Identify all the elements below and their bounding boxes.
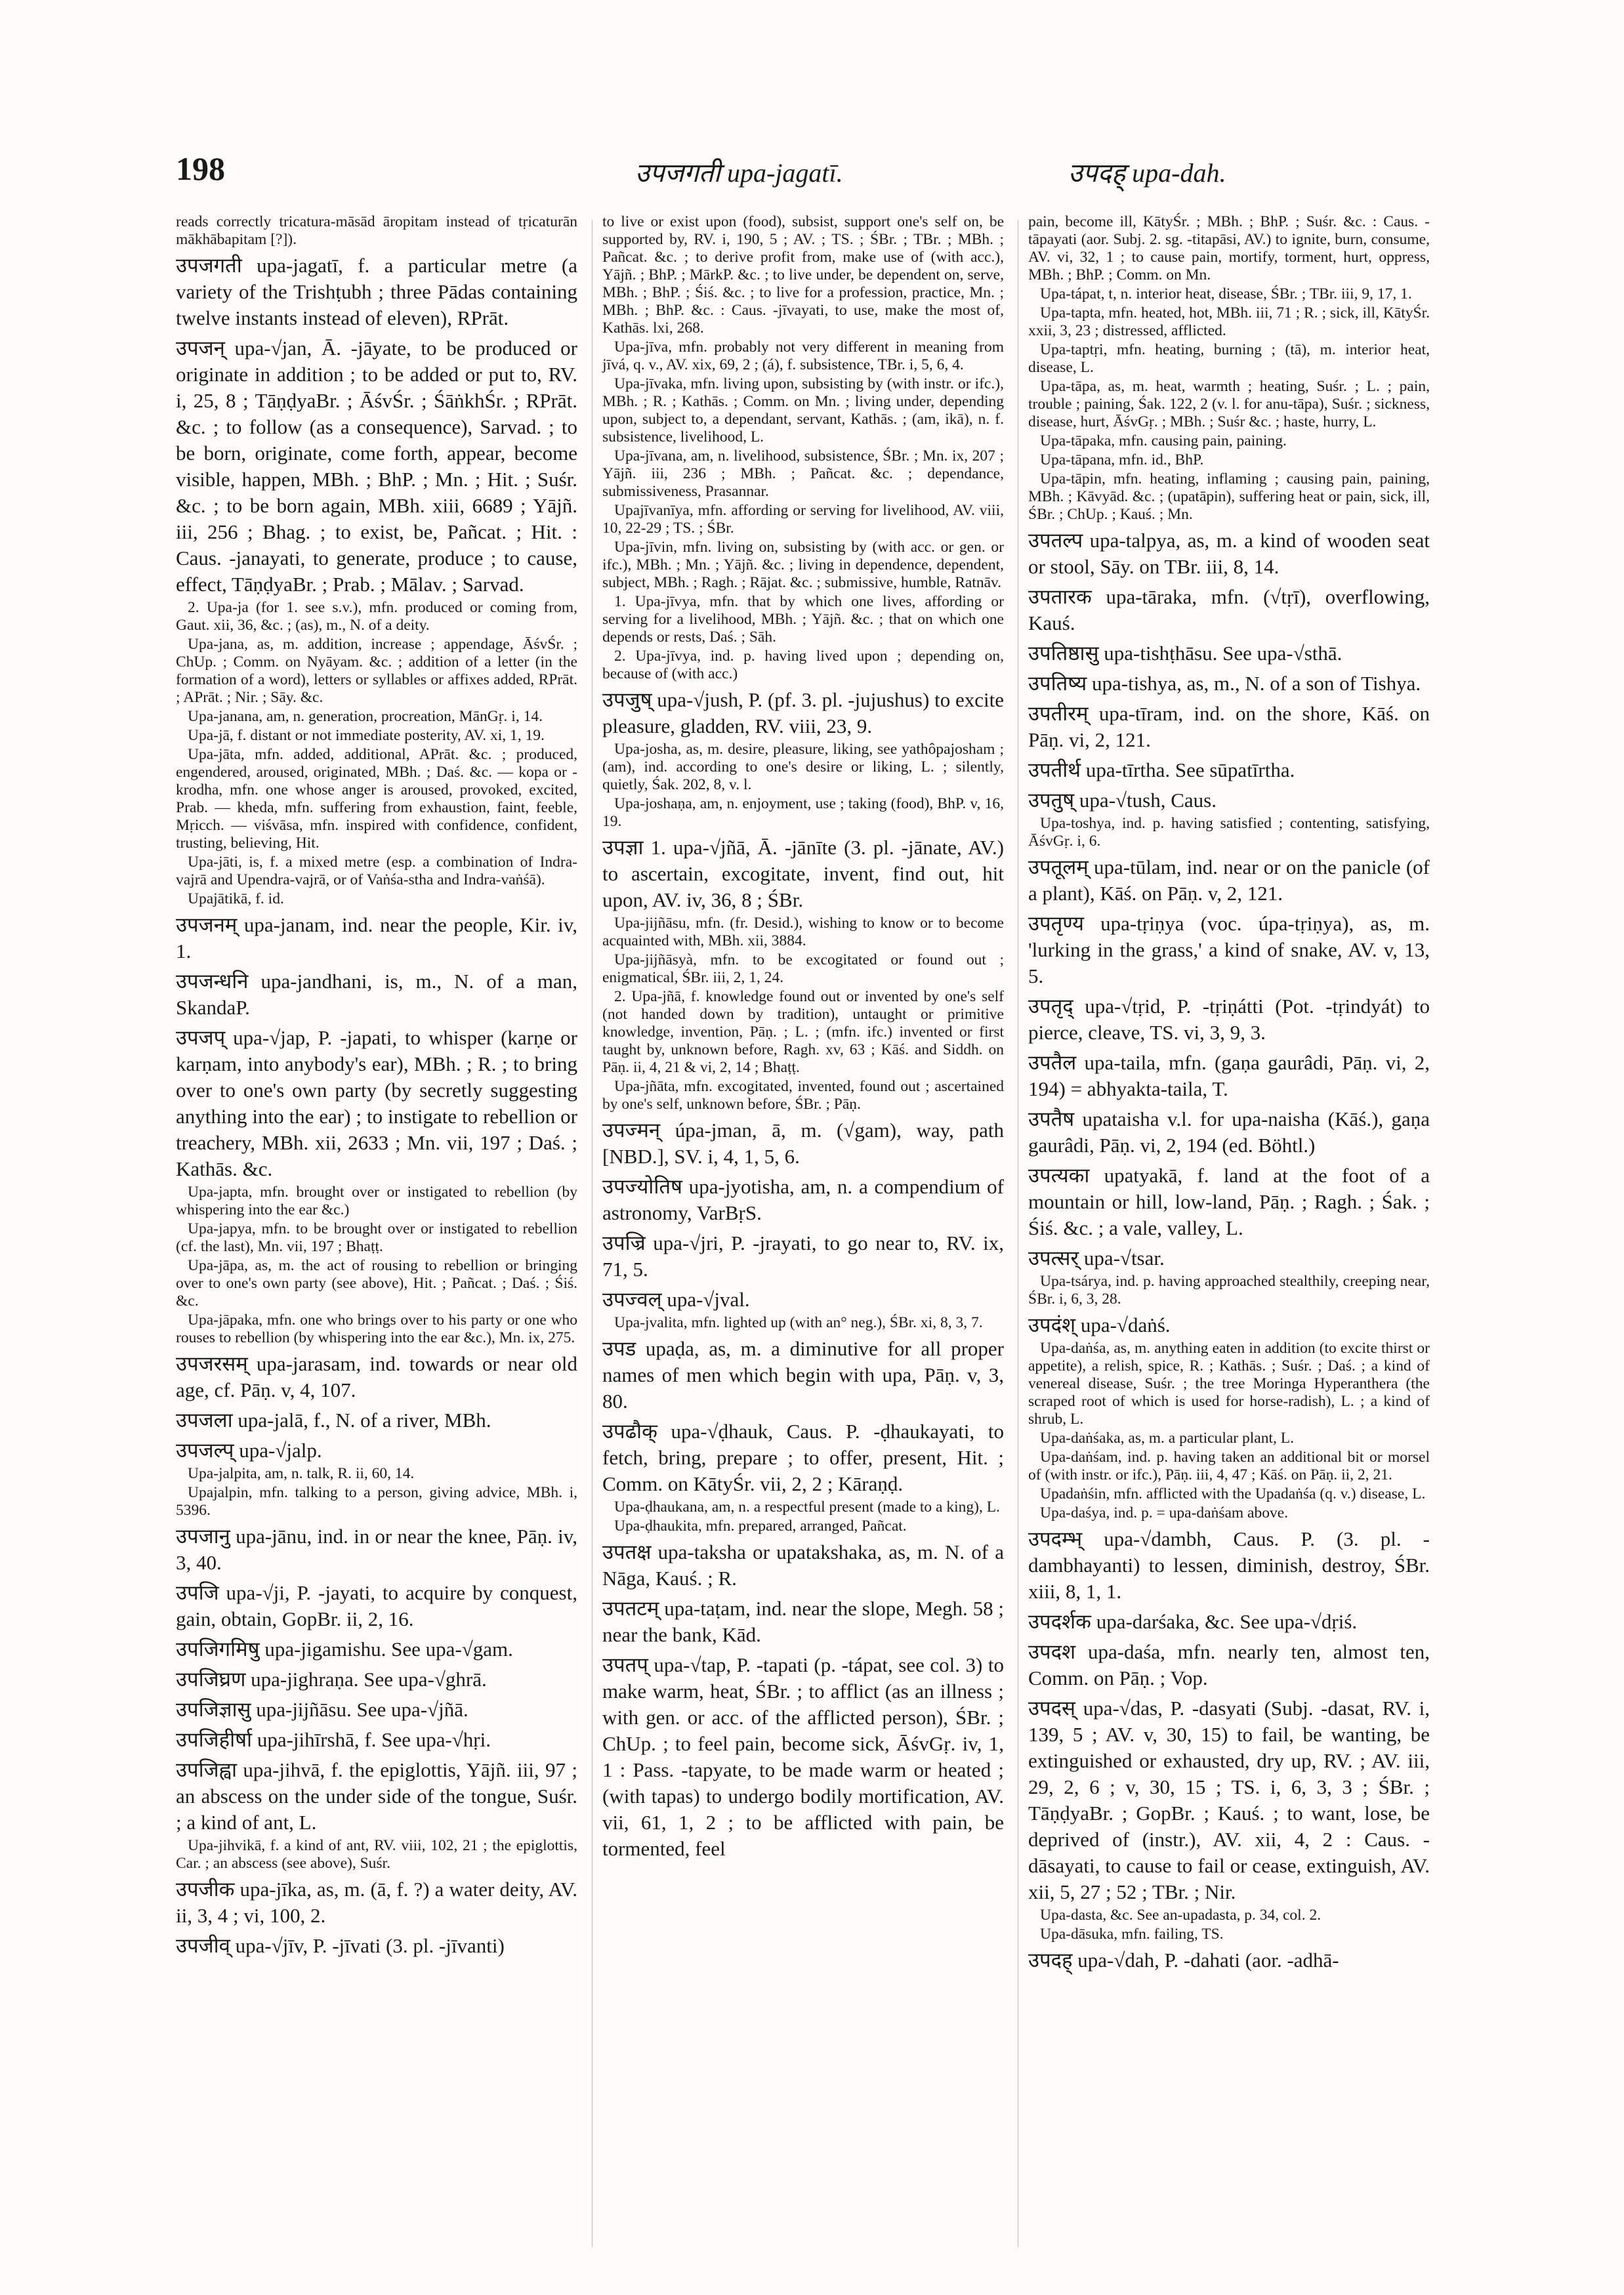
dictionary-entry: Upa-jalpita, am, n. talk, R. ii, 60, 14. [188, 1465, 415, 1482]
dictionary-entry: Upa-ḍhaukana, am, n. a respectful present (made to a king), L. [614, 1499, 1000, 1516]
dictionary-headword-entry: उपतूलम् upa-tūlam, ind. near or on the panicle (of a plant), Kāś. on Pāṇ. v, 2, 121. [1028, 856, 1430, 905]
dictionary-entry: pain, become ill, KātyŚr. ; MBh. ; BhP. ; Suśr. &c. : Caus. -tāpayati (aor. Subj. 2. sg. -titapāsi, AV.) to ignite, burn, consume, AV. vi, 32, 1 ; to cause pain, mortify, torment, hurt, oppress, MBh. ; BhP. ; Comm. on Mn. [1028, 213, 1430, 283]
dictionary-entry: Upa-jāpa, as, m. the act of rousing to rebellion or bringing over to one's own party (see above), Hit. ; Pañcat. ; Daś. ; Śiś. &c. [176, 1257, 577, 1310]
dictionary-headword-entry: उपतुष् upa-√tush, Caus. [1028, 789, 1217, 812]
dictionary-headword-entry: उपदम्भ् upa-√dambh, Caus. P. (3. pl. -dambhayanti) to lessen, diminish, destroy, ŚBr. xiii, 8, 1, 1. [1028, 1527, 1430, 1603]
dictionary-headword-entry: उपदस् upa-√das, P. -dasyati (Subj. -dasat, RV. i, 139, 5 ; AV. v, 30, 15) to fail, be wanting, be extinguished or exhausted, dry up, RV. ; AV. iii, 29, 2, 6 ; v, 30, 15 ; TS. i, 6, 3, 3 ; ŚBr. ; TāṇḍyaBr. ; GopBr. ; Kauś. ; to want, lose, be deprived of (instr.), AV. xii, 4, 2 : Caus. -dāsayati, to cause to fail or cease, extinguish, AV. xii, 5, 27 ; 52 ; TBr. ; Nir. [1028, 1697, 1430, 1903]
dictionary-headword-entry: उपजला upa-jalā, f., N. of a river, MBh. [176, 1409, 491, 1432]
dictionary-entry: Upa-jīvin, mfn. living on, subsisting by (with acc. or gen. or ifc.), MBh. ; Mn. ; Yājñ. &c. ; living in dependence, dependent, subject, MBh. ; Ragh. ; Rājat. &c. ; submissive, humble, Ratnāv. [602, 539, 1004, 591]
dictionary-entry: Upajalpin, mfn. talking to a person, giving advice, MBh. i, 5396. [176, 1484, 577, 1519]
dictionary-entry: Upa-tāpana, mfn. id., BhP. [1040, 451, 1204, 468]
dictionary-entry: reads correctly tricatura-māsād āropitam instead of tṛicaturān mākhābapitam [?]). [176, 213, 577, 248]
dictionary-headword-entry: उपत्यका upatyakā, f. land at the foot of a mountain or hill, low-land, Pāṇ. ; Ragh. ; Śak. ; Śiś. &c. ; a vale, valley, L. [1028, 1164, 1430, 1239]
dictionary-headword-entry: उपदह् upa-√dah, P. -dahati (aor. -adhā- [1028, 1949, 1339, 1972]
dictionary-entry: Upa-jvalita, mfn. lighted up (with an° neg.), ŚBr. xi, 8, 3, 7. [614, 1314, 983, 1331]
dictionary-entry: Upa-jāta, mfn. added, additional, APrāt. &c. ; produced, engendered, aroused, originated, MBh. ; Daś. &c. — kopa or -krodha, mfn. one whose anger is aroused, provoked, excited, Prab. — kheda, mfn. suffering from exhaustion, faint, feeble, Mṛicch. — viśvāsa, mfn. inspired with confidence, confident, trusting, believing, Hit. [176, 746, 577, 852]
dictionary-entry: 2. Upa-jīvya, ind. p. having lived upon ; depending on, because of (with acc.) [602, 648, 1004, 682]
dictionary-headword-entry: उपतृद् upa-√tṛid, P. -tṛiṇátti (Pot. -tṛindyát) to pierce, cleave, TS. vi, 3, 9, 3. [1028, 995, 1430, 1044]
dictionary-entry: Upa-jāti, is, f. a mixed metre (esp. a combination of Indra-vajrā and Upendra-vajrā, or of Vaṅśa-stha and Indra-vaṅśā). [176, 854, 577, 888]
dictionary-entry: Upa-daṅśam, ind. p. having taken an additional bit or morsel of (with instr. or ifc.), Pāṇ. iii, 4, 47 ; Kāś. on Pāṇ. ii, 2, 21. [1028, 1449, 1430, 1483]
dictionary-headword-entry: उपजरसम् upa-jarasam, ind. towards or near old age, cf. Pāṇ. v, 4, 107. [176, 1352, 577, 1401]
dictionary-headword-entry: उपजनम् upa-janam, ind. near the people, Kir. iv, 1. [176, 913, 577, 962]
dictionary-entry: Upa-toshya, ind. p. having satisfied ; contenting, satisfying, ĀśvGṛ. i, 6. [1028, 815, 1430, 850]
dictionary-headword-entry: उपत्सर् upa-√tsar. [1028, 1247, 1165, 1270]
dictionary-headword-entry: उपजिज्ञासु upa-jijñāsu. See upa-√jñā. [176, 1698, 468, 1721]
dictionary-entry: Upa-jijñāsu, mfn. (fr. Desid.), wishing to know or to become acquainted with, MBh. xii, 3884. [602, 915, 1004, 949]
dictionary-headword-entry: उपजन् upa-√jan, Ā. -jāyate, to be produced or originate in addition ; to be added or put to, RV. i, 25, 8 ; TāṇḍyaBr. ; ĀśvŚr. ; ŚāṅkhŚr. ; RPrāt. &c. ; to follow (as a consequence), Sarvad. ; to be born, originate, come forth, appear, become visible, happen, MBh. ; BhP. ; Mn. ; Hit. ; Suśr. &c. ; to be born again, MBh. xiii, 6689 ; Yājñ. iii, 256 ; Bhag. ; to exist, be, Pañcat. ; Hit. : Caus. -janayati, to generate, produce ; to cause, effect, TāṇḍyaBr. ; Prab. ; Mālav. ; Sarvad. [176, 337, 577, 596]
dictionary-entry: Upa-jijñāsyà, mfn. to be excogitated or found out ; enigmatical, ŚBr. iii, 2, 1, 24. [602, 951, 1004, 986]
dictionary-headword-entry: उपदश upa-daśa, mfn. nearly ten, almost ten, Comm. on Pāṇ. ; Vop. [1028, 1640, 1430, 1689]
dictionary-headword-entry: उपड upaḍa, as, m. a diminutive for all proper names of men which begin with upa, Pāṇ. v, 3, 80. [602, 1337, 1004, 1413]
dictionary-entry: Upa-dāsuka, mfn. failing, TS. [1040, 1926, 1224, 1943]
dictionary-headword-entry: उपतल्प upa-talpya, as, m. a kind of wooden seat or stool, Sāy. on TBr. iii, 8, 14. [1028, 529, 1430, 578]
dictionary-headword-entry: उपतीरम् upa-tīram, ind. on the shore, Kāś. on Pāṇ. vi, 2, 121. [1028, 702, 1430, 751]
dictionary-headword-entry: उपतिष्य upa-tishya, as, m., N. of a son of Tishya. [1028, 672, 1421, 695]
dictionary-headword-entry: उपजगती upa-jagatī, f. a particular metre (a variety of the Trishṭubh ; three Pādas containing twelve instants instead of eleven), RPrāt. [176, 254, 577, 329]
dictionary-headword-entry: उपदर्शक upa-darśaka, &c. See upa-√dṛiś. [1028, 1610, 1358, 1633]
dictionary-headword-entry: उपतैल upa-taila, mfn. (gaṇa gaurâdi, Pāṇ. vi, 2, 194) = abhyakta-taila, T. [1028, 1051, 1430, 1100]
dictionary-entry: 2. Upa-jñā, f. knowledge found out or invented by one's self (not handed down by tradition), untaught or primitive knowledge, invention, Pāṇ. ; L. ; (mfn. ifc.) invented or first taught by, unknown before, Ragh. xv, 63 ; Kāś. and Siddh. on Pāṇ. ii, 4, 21 & vi, 2, 14 ; Bhaṭṭ. [602, 988, 1004, 1076]
dictionary-entry: Upa-ḍhaukita, mfn. prepared, arranged, Pañcat. [614, 1518, 907, 1535]
dictionary-entry: Upa-tapta, mfn. heated, hot, MBh. iii, 71 ; R. ; sick, ill, KātyŚr. xxii, 3, 23 ; distressed, afflicted. [1028, 304, 1430, 339]
dictionary-entry: Upa-janana, am, n. generation, procreation, MānGṛ. i, 14. [188, 708, 543, 725]
dictionary-headword-entry: उपतक्ष upa-taksha or upatakshaka, as, m. N. of a Nāga, Kauś. ; R. [602, 1540, 1004, 1590]
dictionary-entry: Upadaṅśin, mfn. afflicted with the Upadaṅśa (q. v.) disease, L. [1040, 1485, 1426, 1502]
dictionary-headword-entry: उपज्वल् upa-√jval. [602, 1288, 750, 1311]
dictionary-headword-entry: उपतृण्य upa-tṛiṇya (voc. úpa-tṛiṇya), as, m. 'lurking in the grass,' a kind of snake, AV. v, 13, 5. [1028, 912, 1430, 987]
column-2 [602, 213, 1004, 1863]
dictionary-headword-entry: उपजिघ्रण upa-jighraṇa. See upa-√ghrā. [176, 1668, 487, 1691]
page-number: 198 [176, 150, 225, 187]
dictionary-entry: Upa-jīvaka, mfn. living upon, subsisting by (with instr. or ifc.), MBh. ; R. ; Kathās. ; Comm. on Mn. ; living under, depending upon, subject to, a dependant, servant, Kathās. ; (am, ikā), n. f. subsistence, livelihood, L. [602, 375, 1004, 445]
dictionary-entry: Upa-dasta, &c. See an-upadasta, p. 34, col. 2. [1040, 1907, 1322, 1924]
dictionary-entry: Upa-tāpa, as, m. heat, warmth ; heating, Suśr. ; L. ; pain, trouble ; paining, Śak. 122, 2 (v. l. for anu-tāpa), Suśr. ; sickness, disease, hurt, ĀśvGṛ. ; MBh. ; Suśr &c. ; haste, hurry, L. [1028, 378, 1430, 430]
dictionary-headword-entry: उपज्रि upa-√jri, P. -jrayati, to go near to, RV. ix, 71, 5. [602, 1231, 1004, 1281]
column-divider [592, 220, 593, 2247]
dictionary-entry: Upa-daṅśaka, as, m. a particular plant, L. [1040, 1430, 1294, 1447]
dictionary-headword-entry: उपज्योतिष upa-jyotisha, am, n. a compendium of astronomy, VarBṛS. [602, 1175, 1004, 1224]
dictionary-entry: Upa-tsárya, ind. p. having approached stealthily, creeping near, ŚBr. i, 6, 3, 28. [1028, 1273, 1430, 1308]
dictionary-headword-entry: उपदंश् upa-√daṅś. [1028, 1313, 1171, 1336]
running-head-right: उपदह् upa-dah. [1068, 158, 1226, 188]
dictionary-entry: 1. Upa-jīvya, mfn. that by which one lives, affording or serving for a livelihood, MBh. ; Yājñ. &c. ; that on which one depends or rests, Daś. ; Sāh. [602, 593, 1004, 646]
dictionary-entry: Upa-daṅśa, as, m. anything eaten in addition (to excite thirst or appetite), a relish, spice, R. ; Kathās. ; Suśr. ; Daś. ; a kind of venereal disease, Suśr. ; the tree Moringa Hyperanthera (the scraped root of which is used for horse-radish), L. ; a kind of shrub, L. [1028, 1340, 1430, 1428]
dictionary-entry: to live or exist upon (food), subsist, support one's self on, be supported by, RV. i, 190, 5 ; AV. ; TS. ; ŚBr. ; TBr. ; MBh. ; Pañcat. &c. ; to derive profit from, make use of (with acc.), Yājñ. ; BhP. ; MārkP. &c. ; to live under, be dependent on, serve, MBh. ; BhP. ; Śiś. &c. ; to live for a profession, practice, Mn. ; MBh. ; BhP. &c. : Caus. -jīvayati, to use, make the most of, Kathās. lxi, 268. [602, 213, 1004, 337]
dictionary-headword-entry: उपजुष् upa-√jush, P. (pf. 3. pl. -jujushus) to excite pleasure, gladden, RV. viii, 23, 9. [602, 688, 1004, 737]
dictionary-entry: Upa-jīvana, am, n. livelihood, subsistence, ŚBr. ; Mn. ix, 207 ; Yājñ. iii, 236 ; MBh. ; Pañcat. &c. ; dependance, submissiveness, Prasannar. [602, 447, 1004, 500]
dictionary-entry: Upajātikā, f. id. [188, 890, 284, 907]
dictionary-entry: Upa-jīva, mfn. probably not very different in meaning from jīvá, q. v., AV. xix, 69, 2 ; (á), f. subsistence, TBr. i, 5, 6, 4. [602, 339, 1004, 373]
dictionary-entry: Upa-jana, as, m. addition, increase ; appendage, ĀśvŚr. ; ChUp. ; Comm. on Nyāyam. &c. ; addition of a letter (in the formation of a word), letters or syllables or affixes added, RPrāt. ; APrāt. ; Nir. ; Sāy. &c. [176, 636, 577, 706]
dictionary-headword-entry: उपजीक upa-jīka, as, m. (ā, f. ?) a water deity, AV. ii, 3, 4 ; vi, 100, 2. [176, 1878, 577, 1927]
dictionary-entry: Upa-jñāta, mfn. excogitated, invented, found out ; ascertained by one's self, unknown before, ŚBr. ; Pāṇ. [602, 1078, 1004, 1113]
running-head-left: उपजगती upa-jagatī. [635, 158, 843, 188]
dictionary-headword-entry: उपजीव् upa-√jīv, P. -jīvati (3. pl. -jīvanti) [176, 1934, 505, 1957]
dictionary-entry: Upa-japya, mfn. to be brought over or instigated to rebellion (cf. the last), Mn. vii, 197 ; Bhaṭṭ. [176, 1220, 577, 1255]
column-1 [176, 213, 577, 1960]
dictionary-headword-entry: उपतैष upataisha v.l. for upa-naisha (Kāś.), gaṇa gaurâdi, Pāṇ. vi, 2, 194 (ed. Böhtl.) [1028, 1107, 1430, 1157]
dictionary-entry: Upa-taptṛi, mfn. heating, burning ; (tā), m. interior heat, disease, L. [1028, 341, 1430, 376]
dictionary-headword-entry: उपतप् upa-√tap, P. -tapati (p. -tápat, see col. 3) to make warm, heat, ŚBr. ; to afflict (as an illness ; with gen. or acc. of the afflicted person), ŚBr. ; ChUp. ; to feel pain, become sick, ĀśvGṛ. iv, 1, 1 : Pass. -tapyate, to be made warm or heated ; (with tapas) to undergo bodily mortification, AV. vii, 61, 1, 2 ; to be afflicted with pain, be tormented, feel [602, 1653, 1004, 1860]
dictionary-headword-entry: उपजिहीर्षा upa-jihīrshā, f. See upa-√hṛi. [176, 1728, 491, 1751]
dictionary-headword-entry: उपतटम् upa-taṭam, ind. near the slope, Megh. 58 ; near the bank, Kād. [602, 1597, 1004, 1646]
column-3 [1028, 213, 1430, 1975]
dictionary-headword-entry: उपजल्प् upa-√jalp. [176, 1439, 322, 1462]
dictionary-headword-entry: उपजिह्वा upa-jihvā, f. the epiglottis, Yājñ. iii, 97 ; an abscess on the under side of the tongue, Suśr. ; a kind of ant, L. [176, 1758, 577, 1834]
dictionary-entry: Upajīvanīya, mfn. affording or serving for livelihood, AV. viii, 10, 22-29 ; TS. ; ŚBr. [602, 502, 1004, 537]
dictionary-entry: Upa-tāpin, mfn. heating, inflaming ; causing pain, paining, MBh. ; Kāvyād. &c. ; (upatāpin), suffering heat or pain, sick, ill, ŚBr. ; ChUp. ; Kauś. ; Mn. [1028, 470, 1430, 523]
dictionary-entry: Upa-jihvikā, f. a kind of ant, RV. viii, 102, 21 ; the epiglottis, Car. ; an abscess (see above), Suśr. [176, 1837, 577, 1872]
dictionary-entry: Upa-jā, f. distant or not immediate posterity, AV. xi, 1, 19. [188, 727, 545, 744]
page-header [176, 150, 1462, 202]
dictionary-entry: Upa-tápat, t, n. interior heat, disease, ŚBr. ; TBr. iii, 9, 17, 1. [1040, 285, 1412, 302]
dictionary-entry: Upa-josha, as, m. desire, pleasure, liking, see yathôpajosham ; (am), ind. according to one's desire or liking, L. ; silently, quietly, Śak. 202, 8, v. l. [602, 741, 1004, 793]
dictionary-headword-entry: उपज्मन् úpa-jman, ā, m. (√gam), way, path [NBD.], SV. i, 4, 1, 5, 6. [602, 1119, 1004, 1168]
dictionary-entry: Upa-joshaṇa, am, n. enjoyment, use ; taking (food), BhP. v, 16, 19. [602, 795, 1004, 830]
dictionary-entry: Upa-daśya, ind. p. = upa-daṅśam above. [1040, 1504, 1289, 1521]
dictionary-headword-entry: उपज्ञा 1. upa-√jñā, Ā. -jānīte (3. pl. -jānate, AV.) to ascertain, excogitate, invent, find out, hit upon, AV. iv, 36, 8 ; ŚBr. [602, 836, 1004, 911]
dictionary-headword-entry: उपतीर्थ upa-tīrtha. See sūpatīrtha. [1028, 758, 1295, 781]
dictionary-entry: 2. Upa-ja (for 1. see s.v.), mfn. produced or coming from, Gaut. xii, 36, &c. ; (as), m., N. of a deity. [176, 599, 577, 634]
dictionary-headword-entry: उपजिगमिषु upa-jigamishu. See upa-√gam. [176, 1638, 513, 1661]
dictionary-entry: Upa-jāpaka, mfn. one who brings over to his party or one who rouses to rebellion (by whispering into the ear &c.), Mn. ix, 275. [176, 1312, 577, 1346]
dictionary-headword-entry: उपतिष्ठासु upa-tishṭhāsu. See upa-√sthā. [1028, 642, 1343, 665]
dictionary-headword-entry: उपजि upa-√ji, P. -jayati, to acquire by conquest, gain, obtain, GopBr. ii, 2, 16. [176, 1581, 577, 1630]
dictionary-headword-entry: उपतारक upa-tāraka, mfn. (√tṛī), overflowing, Kauś. [1028, 585, 1430, 634]
dictionary-entry: Upa-tāpaka, mfn. causing pain, paining. [1040, 432, 1287, 449]
dictionary-entry: Upa-japta, mfn. brought over or instigated to rebellion (by whispering into the ear &c.) [176, 1184, 577, 1218]
dictionary-headword-entry: उपजन्धनि upa-jandhani, is, m., N. of a man, SkandaP. [176, 970, 577, 1019]
dictionary-headword-entry: उपजानु upa-jānu, ind. in or near the knee, Pāṇ. iv, 3, 40. [176, 1525, 577, 1574]
dictionary-headword-entry: उपजप् upa-√jap, P. -japati, to whisper (karṇe or karṇam, into anybody's ear), MBh. ; R. ; to bring over to one's own party (by secretly suggesting anything into the ear) ; to instigate to rebellion or treachery, MBh. xii, 2633 ; Mn. vii, 197 ; Daś. ; Kathās. &c. [176, 1026, 577, 1180]
dictionary-headword-entry: उपढौक् upa-√ḍhauk, Caus. P. -ḍhaukayati, to fetch, bring, prepare ; to offer, present, Hit. ; Comm. on KātyŚr. vii, 2, 2 ; Kāraṇḍ. [602, 1420, 1004, 1495]
